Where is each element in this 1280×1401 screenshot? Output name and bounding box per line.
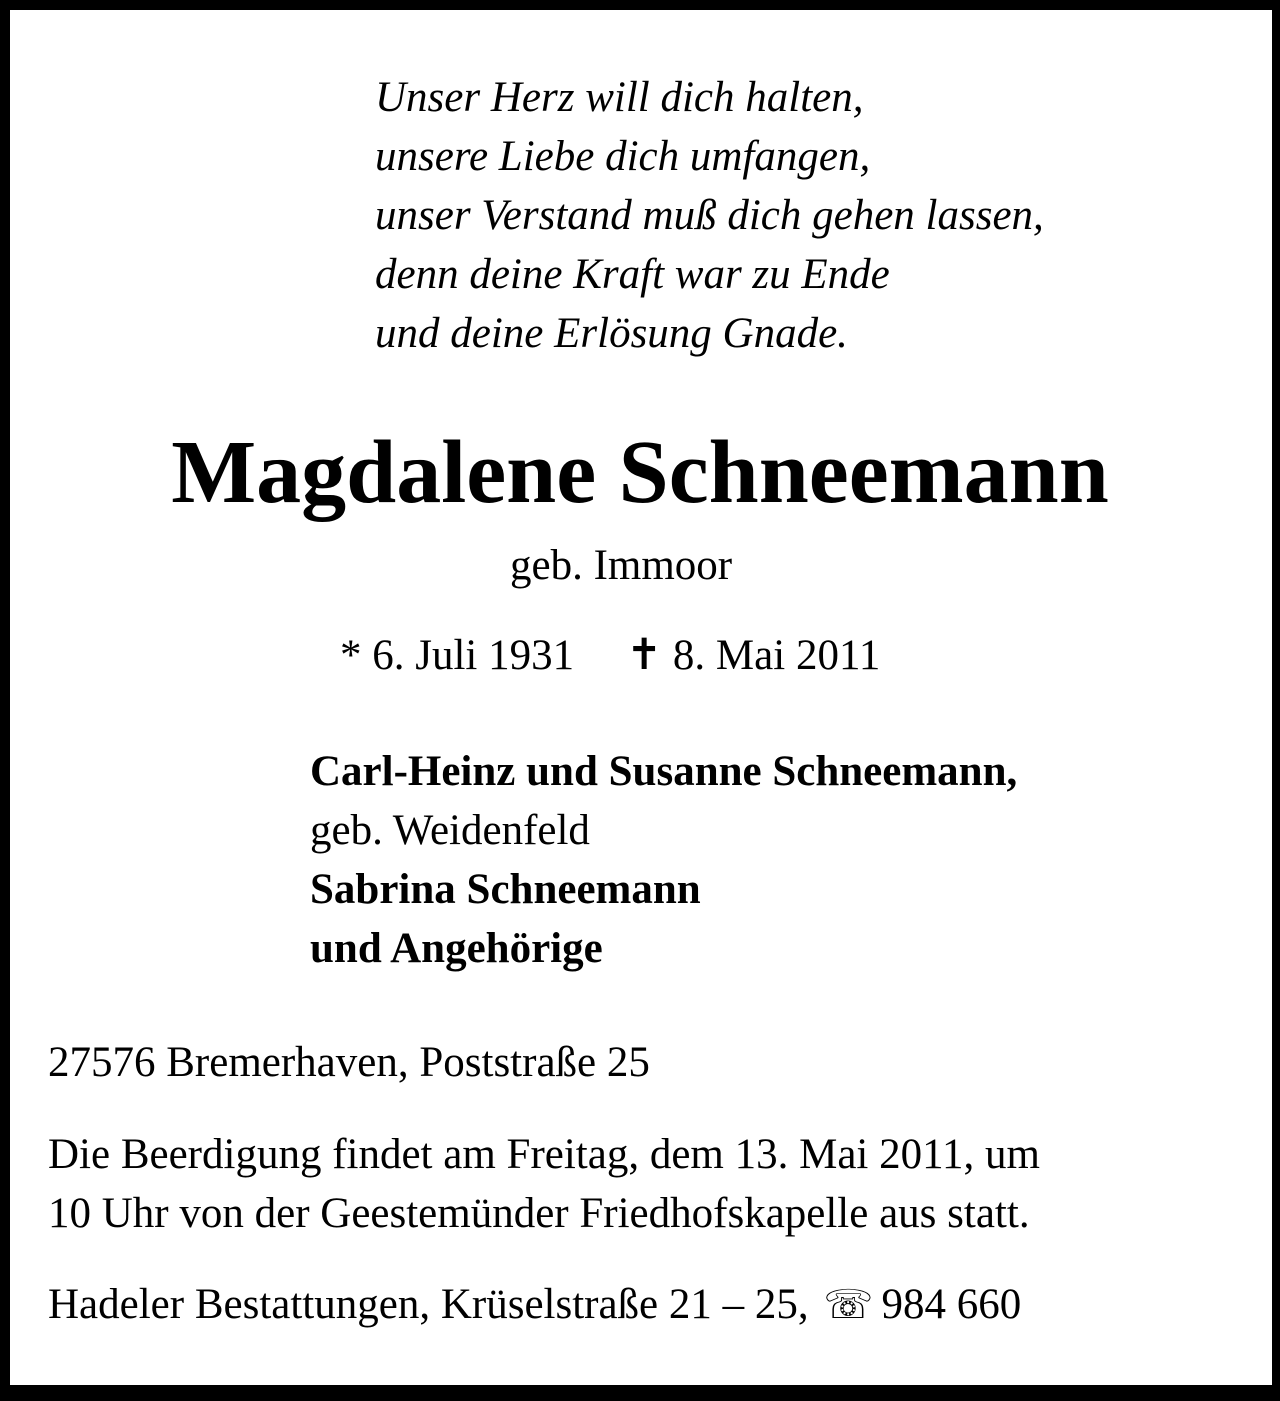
poem-line-1: Unser Herz will dich halten,: [375, 74, 864, 121]
funeral-info-line-2: 10 Uhr von der Geestemünder Friedhofskapelle aus statt.: [48, 1190, 1030, 1237]
mourner-line-1: Carl-Heinz und Susanne Schneemann,: [310, 748, 1018, 795]
mourning-address: 27576 Bremerhaven, Poststraße 25: [48, 1039, 650, 1086]
poem-line-2: unsere Liebe dich umfangen,: [375, 133, 871, 180]
cross-icon: ✝: [626, 632, 663, 679]
undertaker-info: [48, 1283, 1021, 1326]
poem-line-3: unser Verstand muß dich gehen lassen,: [375, 192, 1044, 239]
birth-date: * 6. Juli 1931: [340, 632, 575, 679]
undertaker-text: Hadeler Bestattungen, Krüselstraße 21 – 25,: [48, 1281, 809, 1328]
maiden-name: geb. Immoor: [510, 542, 733, 589]
mourner-line-4: und Angehörige: [310, 925, 603, 972]
poem-line-5: und deine Erlösung Gnade.: [375, 310, 848, 357]
funeral-info-line-1: Die Beerdigung findet am Freitag, dem 13. Mai 2011, um: [48, 1131, 1040, 1178]
undertaker-phone: 984 660: [881, 1281, 1022, 1328]
poem-line-4: denn deine Kraft war zu Ende: [375, 251, 890, 298]
life-dates: [340, 634, 880, 677]
phone-icon: ☏: [823, 1282, 874, 1328]
mourner-line-3: Sabrina Schneemann: [310, 866, 701, 913]
deceased-name: Magdalene Schneemann: [171, 423, 1109, 522]
mourner-line-2: geb. Weidenfeld: [310, 807, 590, 854]
death-date: 8. Mai 2011: [672, 632, 881, 679]
